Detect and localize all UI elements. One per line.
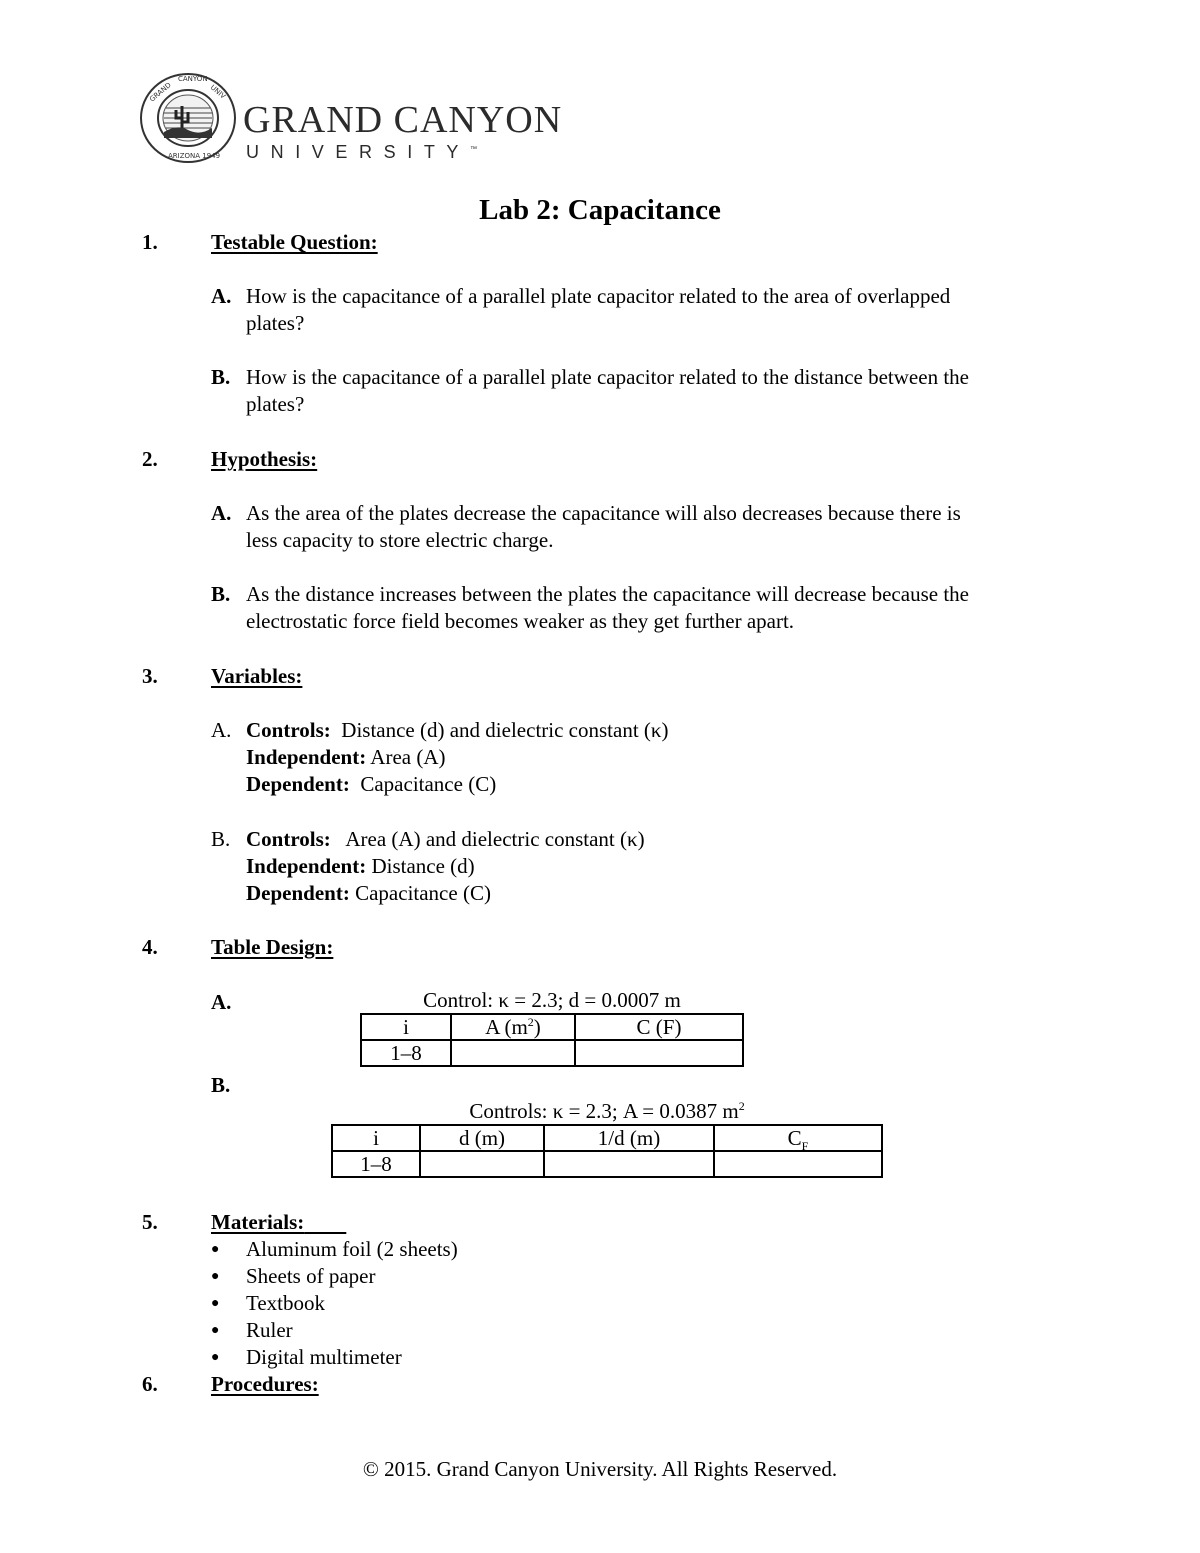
table-cell: i [332, 1125, 420, 1151]
bullet-icon: ● [211, 1242, 220, 1257]
variables-a-independent: Independent: Area (A) [246, 745, 446, 769]
section-heading-variables: Variables: [211, 664, 303, 688]
table-cell [575, 1040, 743, 1066]
item-label: B. [211, 582, 231, 606]
variables-b-controls: Controls: Area (A) and dielectric constant (κ) [246, 827, 645, 851]
bullet-icon: ● [211, 1269, 220, 1284]
item-label: B. [211, 1073, 231, 1097]
item-label: A. [211, 284, 232, 308]
table-cell [451, 1040, 575, 1066]
item-label: B. [211, 365, 231, 389]
bullet-icon: ● [211, 1323, 220, 1338]
table-row [361, 1040, 743, 1066]
item-label: A. [211, 990, 232, 1014]
table-b [331, 1124, 883, 1178]
table-cell: 1/d (m) [544, 1125, 714, 1151]
variables-a-controls: Controls: Distance (d) and dielectric constant (κ) [246, 718, 669, 742]
variables-a-dependent: Dependent: Capacitance (C) [246, 772, 497, 796]
list-item: Ruler [246, 1318, 293, 1342]
svg-text:UNIV: UNIV [208, 83, 228, 101]
table-cell [420, 1151, 544, 1177]
section-number: 5. [142, 1210, 158, 1234]
variables-b-dependent: Dependent: Capacitance (C) [246, 881, 491, 905]
item-label: A. [211, 501, 232, 525]
item-label: B. [211, 827, 231, 851]
table-cell: $C_F$ [714, 1125, 882, 1151]
brand-name: GRAND CANYON [243, 99, 563, 141]
question-a-line: plates? [246, 311, 305, 335]
hypothesis-a-line: As the area of the plates decrease the capacitance will also decreases because there is [246, 501, 961, 525]
item-label: A. [211, 718, 232, 742]
section-heading-procedures: Procedures: [211, 1372, 319, 1396]
table-cell [544, 1151, 714, 1177]
table-b-caption: Controls: κ = 2.3; A = 0.0387 $m^2$ [469, 1099, 745, 1123]
list-item: Aluminum foil (2 sheets) [246, 1237, 458, 1261]
svg-text:ARIZONA 1949: ARIZONA 1949 [168, 152, 221, 160]
section-number: 1. [142, 230, 158, 254]
table-cell: i [361, 1014, 451, 1040]
question-b-line: How is the capacitance of a parallel plate capacitor related to the distance between the [246, 365, 969, 389]
list-item: Sheets of paper [246, 1264, 376, 1288]
svg-text:CANYON: CANYON [178, 75, 208, 83]
table-a [360, 1013, 744, 1067]
hypothesis-a-line: less capacity to store electric charge. [246, 528, 554, 552]
section-number: 2. [142, 447, 158, 471]
section-number: 3. [142, 664, 158, 688]
section-number: 4. [142, 935, 158, 959]
table-row [332, 1125, 882, 1151]
bullet-icon: ● [211, 1296, 220, 1311]
list-item: Digital multimeter [246, 1345, 402, 1369]
table-row [361, 1014, 743, 1040]
university-seal-logo [138, 72, 238, 164]
table-cell: 1–8 [361, 1040, 451, 1066]
table-cell: C (F) [575, 1014, 743, 1040]
list-item: Textbook [246, 1291, 326, 1315]
table-cell: 1–8 [332, 1151, 420, 1177]
page-title: Lab 2: Capacitance [479, 194, 721, 226]
table-cell: d (m) [420, 1125, 544, 1151]
variables-b-independent: Independent: Distance (d) [246, 854, 475, 878]
section-heading-table-design: Table Design: [211, 935, 334, 959]
copyright-footer: © 2015. Grand Canyon University. All Rights Reserved. [362, 1457, 838, 1481]
section-heading-testable-question: Testable Question: [211, 230, 378, 254]
section-heading-hypothesis: Hypothesis: [211, 447, 318, 471]
table-row [332, 1151, 882, 1177]
hypothesis-b-line: As the distance increases between the plates the capacitance will decrease because the [246, 582, 969, 606]
brand-subtitle: UNIVERSITY™ [246, 142, 478, 162]
section-heading-materials: Materials: [211, 1210, 305, 1234]
question-b-line: plates? [246, 392, 305, 416]
table-cell: A $(m^2)$ [451, 1014, 575, 1040]
svg-text:GRAND: GRAND [148, 81, 173, 104]
section-number: 6. [142, 1372, 158, 1396]
question-a-line: How is the capacitance of a parallel plate capacitor related to the area of overlapped [246, 284, 951, 308]
table-cell [714, 1151, 882, 1177]
table-a-caption: Control: κ = 2.3; d = 0.0007 m [423, 988, 681, 1012]
hypothesis-b-line: electrostatic force field becomes weaker as they get further apart. [246, 609, 795, 633]
bullet-icon: ● [211, 1350, 220, 1365]
